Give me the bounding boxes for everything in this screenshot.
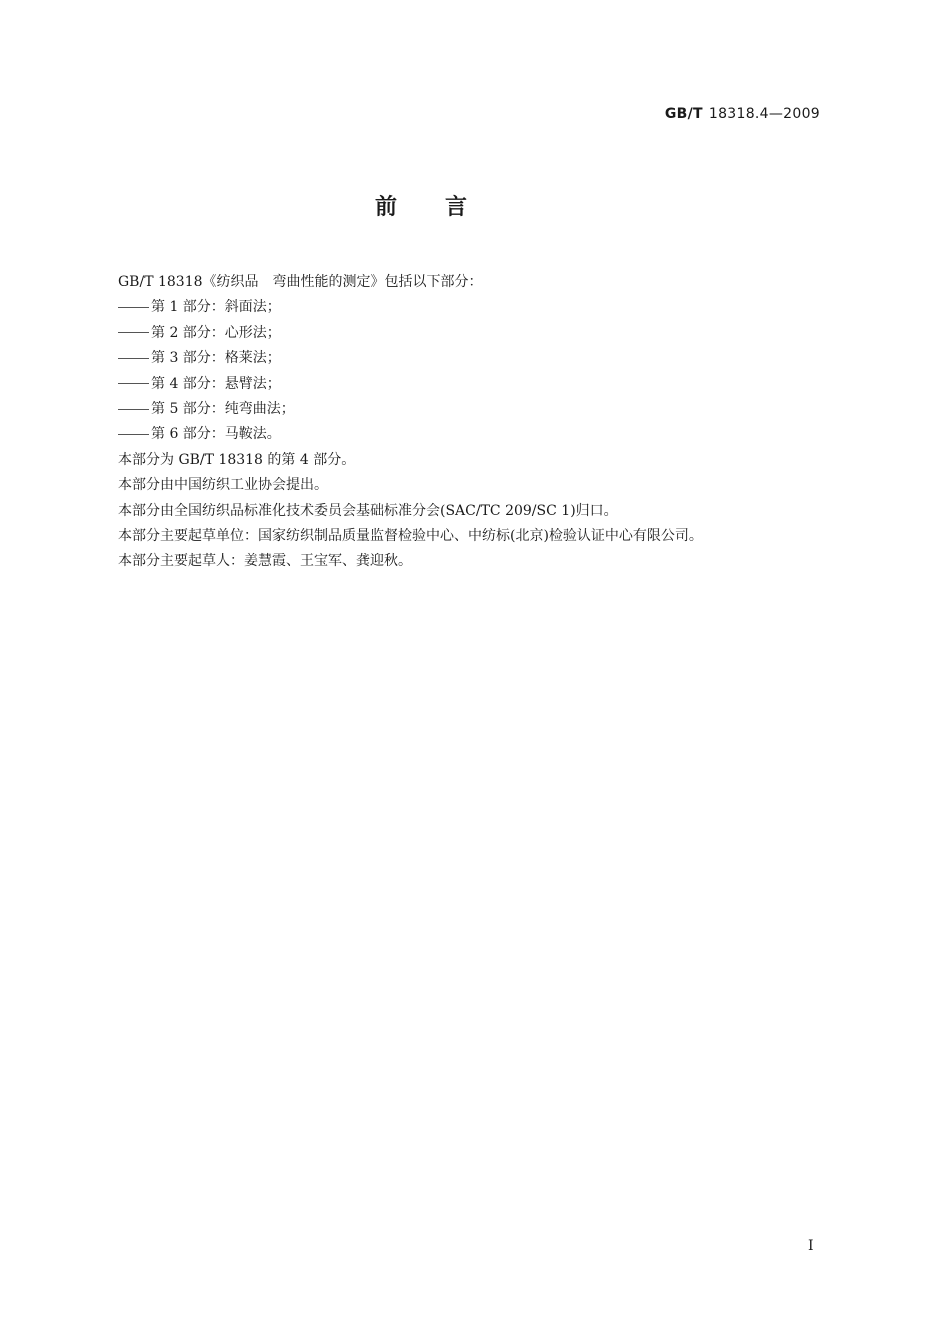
page-title: 前言 xyxy=(374,195,515,220)
intro-paragraph: GB/T 18318《纺织品 弯曲性能的测定》包括以下部分： xyxy=(118,274,483,290)
part-label: 第 1 部分：斜面法； xyxy=(151,299,281,316)
em-dash-mark xyxy=(118,307,149,308)
part-list-item xyxy=(118,397,838,422)
paragraph-drafters: 本部分主要起草人：姜慧霞、王宝军、龚迎秋。 xyxy=(118,553,412,570)
em-dash-mark xyxy=(118,383,149,384)
part-list-item xyxy=(118,321,838,346)
part-label: 第 4 部分：悬臂法； xyxy=(151,375,281,392)
em-dash-mark xyxy=(118,358,149,359)
paragraph-drafting-units: 本部分主要起草单位：国家纺织制品质量监督检验中心、中纺标(北京)检验认证中心有限公司。 xyxy=(118,528,703,545)
em-dash-mark xyxy=(118,409,149,410)
part-list-item xyxy=(118,295,838,320)
standard-prefix: GB/T xyxy=(664,106,703,122)
part-label: 第 6 部分：马鞍法。 xyxy=(151,426,281,443)
foreword-body xyxy=(118,270,838,575)
part-list-item xyxy=(118,422,838,447)
part-label: 第 2 部分：心形法； xyxy=(151,324,281,341)
paragraph-part-statement: 本部分为 GB/T 18318 的第 4 部分。 xyxy=(118,451,356,468)
em-dash-mark xyxy=(118,434,149,435)
page-number: I xyxy=(808,1238,814,1254)
standard-number xyxy=(665,106,820,122)
part-list-item xyxy=(118,372,838,397)
paragraph-committee: 本部分由全国纺织品标准化技术委员会基础标准分会(SAC/TC 209/SC 1)归口。 xyxy=(118,502,618,519)
paragraph-proposer: 本部分由中国纺织工业协会提出。 xyxy=(118,477,328,494)
part-label: 第 5 部分：纯弯曲法； xyxy=(151,401,295,418)
standard-code: 18318.4—2009 xyxy=(708,106,820,122)
em-dash-mark xyxy=(118,332,149,333)
part-label: 第 3 部分：格莱法； xyxy=(151,350,281,367)
part-list-item xyxy=(118,346,838,371)
